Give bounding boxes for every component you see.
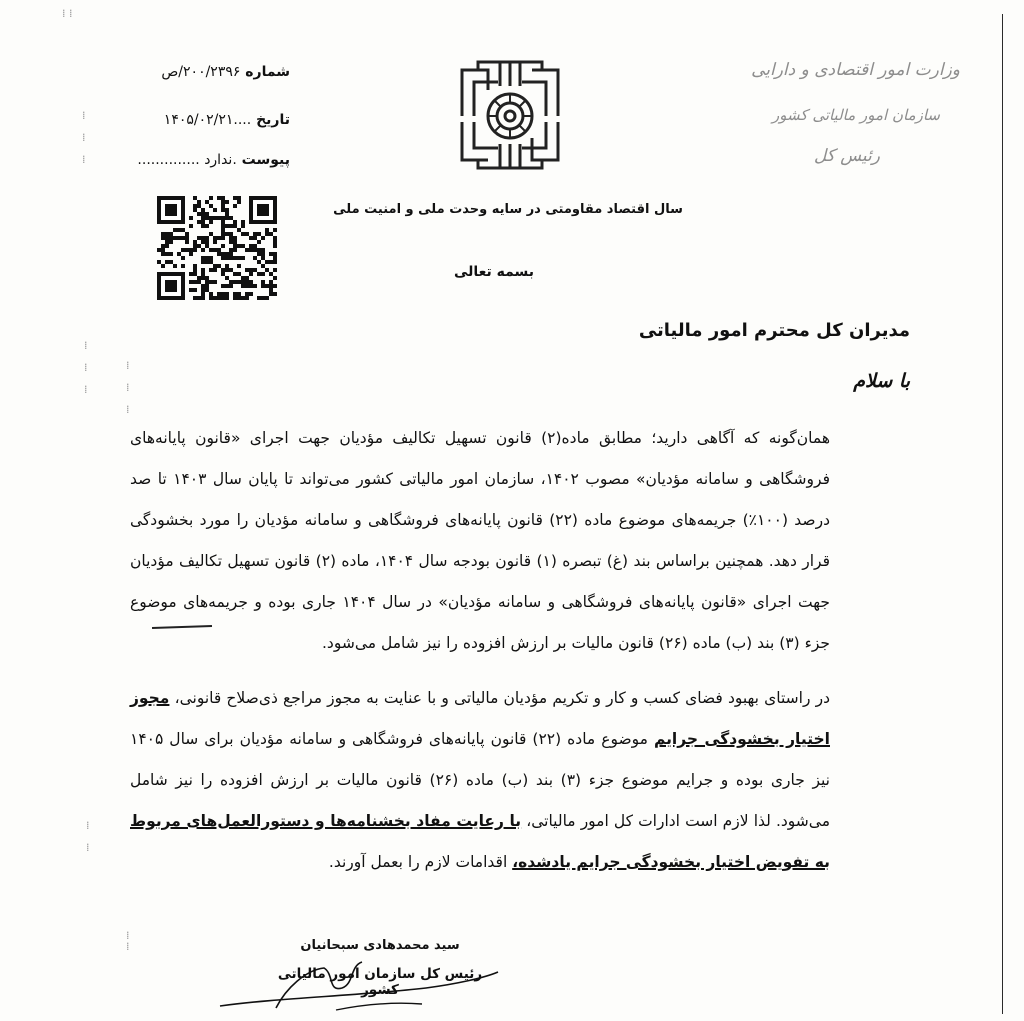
letter-addressee: مدیران کل محترم امور مالیاتی [638, 320, 910, 341]
qr-code [157, 196, 277, 304]
scan-artifact: ⁞ ⁞ ⁞ [84, 339, 88, 396]
letter-date: تاریخ ....۱۴۰۵/۰۲/۲۱ [163, 112, 290, 128]
letter-paragraph-2 [130, 678, 830, 883]
page-border-line [1002, 14, 1003, 1014]
paragraph-2-emphasis: با رعایت مفاد بخشنامه‌ها و دستورالعمل‌های مربوط به تفویض اختیار بخشودگی جرایم یادشده، [130, 812, 830, 871]
paragraph-2-emphasis: مجوز اختیار بخشودگی جرایم [130, 689, 830, 748]
letter-paragraph-1: همان‌گونه که آگاهی دارید؛ مطابق ماده(۲) قانون تسهیل تکالیف مؤدیان جهت اجرای «قانون پایانه‌های فروشگاهی و سامانه مؤدیان» مصوب ۱۴۰۲، سازمان امور مالیاتی کشور می‌تواند تا پایان سال ۱۴۰۳ تا صد درصد (۱۰۰٪) جریمه‌های موضوع ماده (۲۲) قانون پایانه‌های فروشگاهی و سامانه مؤدیان را مورد بخشودگی قرار دهد. همچنین براساس بند (غ) تبصره (۱) قانون بودجه سال ۱۴۰۴، ماده (۲) قانون تسهیل تکالیف مؤدیان جهت اجرای «قانون پایانه‌های فروشگاهی و سامانه مؤدیان» در سال ۱۴۰۴ جاری بوده و جریمه‌های موضوع جزء (۳) بند (ب) ماده (۲۶) قانون مالیات بر ارزش افزوده را نیز شامل می‌شود. [130, 429, 830, 652]
ministry-header-line: رئیس کل [813, 146, 880, 166]
letter-attachment: پیوست .ندارد .............. [137, 152, 290, 168]
paragraph-2-text: موضوع ماده (۲۲) قانون پایانه‌های فروشگاهی و سامانه مؤدیان برای سال ۱۴۰۵ نیز جاری بوده و جرایم موضوع جزء (۳) بند (ب) ماده (۲۶) قانون مالیات بر ارزش افزوده را نیز شامل می‌شود. لذا لازم است ادارات کل امور مالیاتی، [130, 730, 830, 830]
scan-artifact: ⁞ ⁞ ⁞ [126, 359, 130, 416]
signatory-name: سید محمدهادی سبحانیان [300, 938, 460, 953]
scan-artifact: ⁞ ⁞ [126, 929, 130, 953]
paragraph-2-text: اقدامات لازم را بعمل آورند. [328, 853, 508, 871]
letter-number: شماره ۲۰۰/۲۳۹۶/ص [161, 64, 290, 80]
scan-artifact: ⁞ ⁞ ⁞ [82, 109, 86, 166]
handwritten-signature [216, 948, 516, 1020]
scan-artifact: ⁞ ⁞ [86, 819, 90, 854]
emblem-logo [448, 56, 572, 176]
paragraph-2-text: در راستای بهبود فضای کسب و کار و تکریم مؤدیان مالیاتی و با عنایت به مجوز مراجع ذی‌صلاح قانونی، [174, 689, 830, 707]
ministry-header-line: وزارت امور اقتصادی و دارایی [751, 60, 960, 80]
bismillah-heading: بسمه تعالی [453, 264, 535, 280]
year-motto: سال اقتصاد مقاومتی در سایه وحدت ملی و امنیت ملی [333, 202, 683, 217]
scan-artifact: ⁞ ⁞ [62, 7, 73, 20]
letter-greeting: با سلام [853, 370, 910, 392]
signatory-title: رئیس کل سازمان امور مالیاتی کشور [277, 966, 483, 998]
ministry-header-line: سازمان امور مالیاتی کشور [772, 106, 940, 124]
